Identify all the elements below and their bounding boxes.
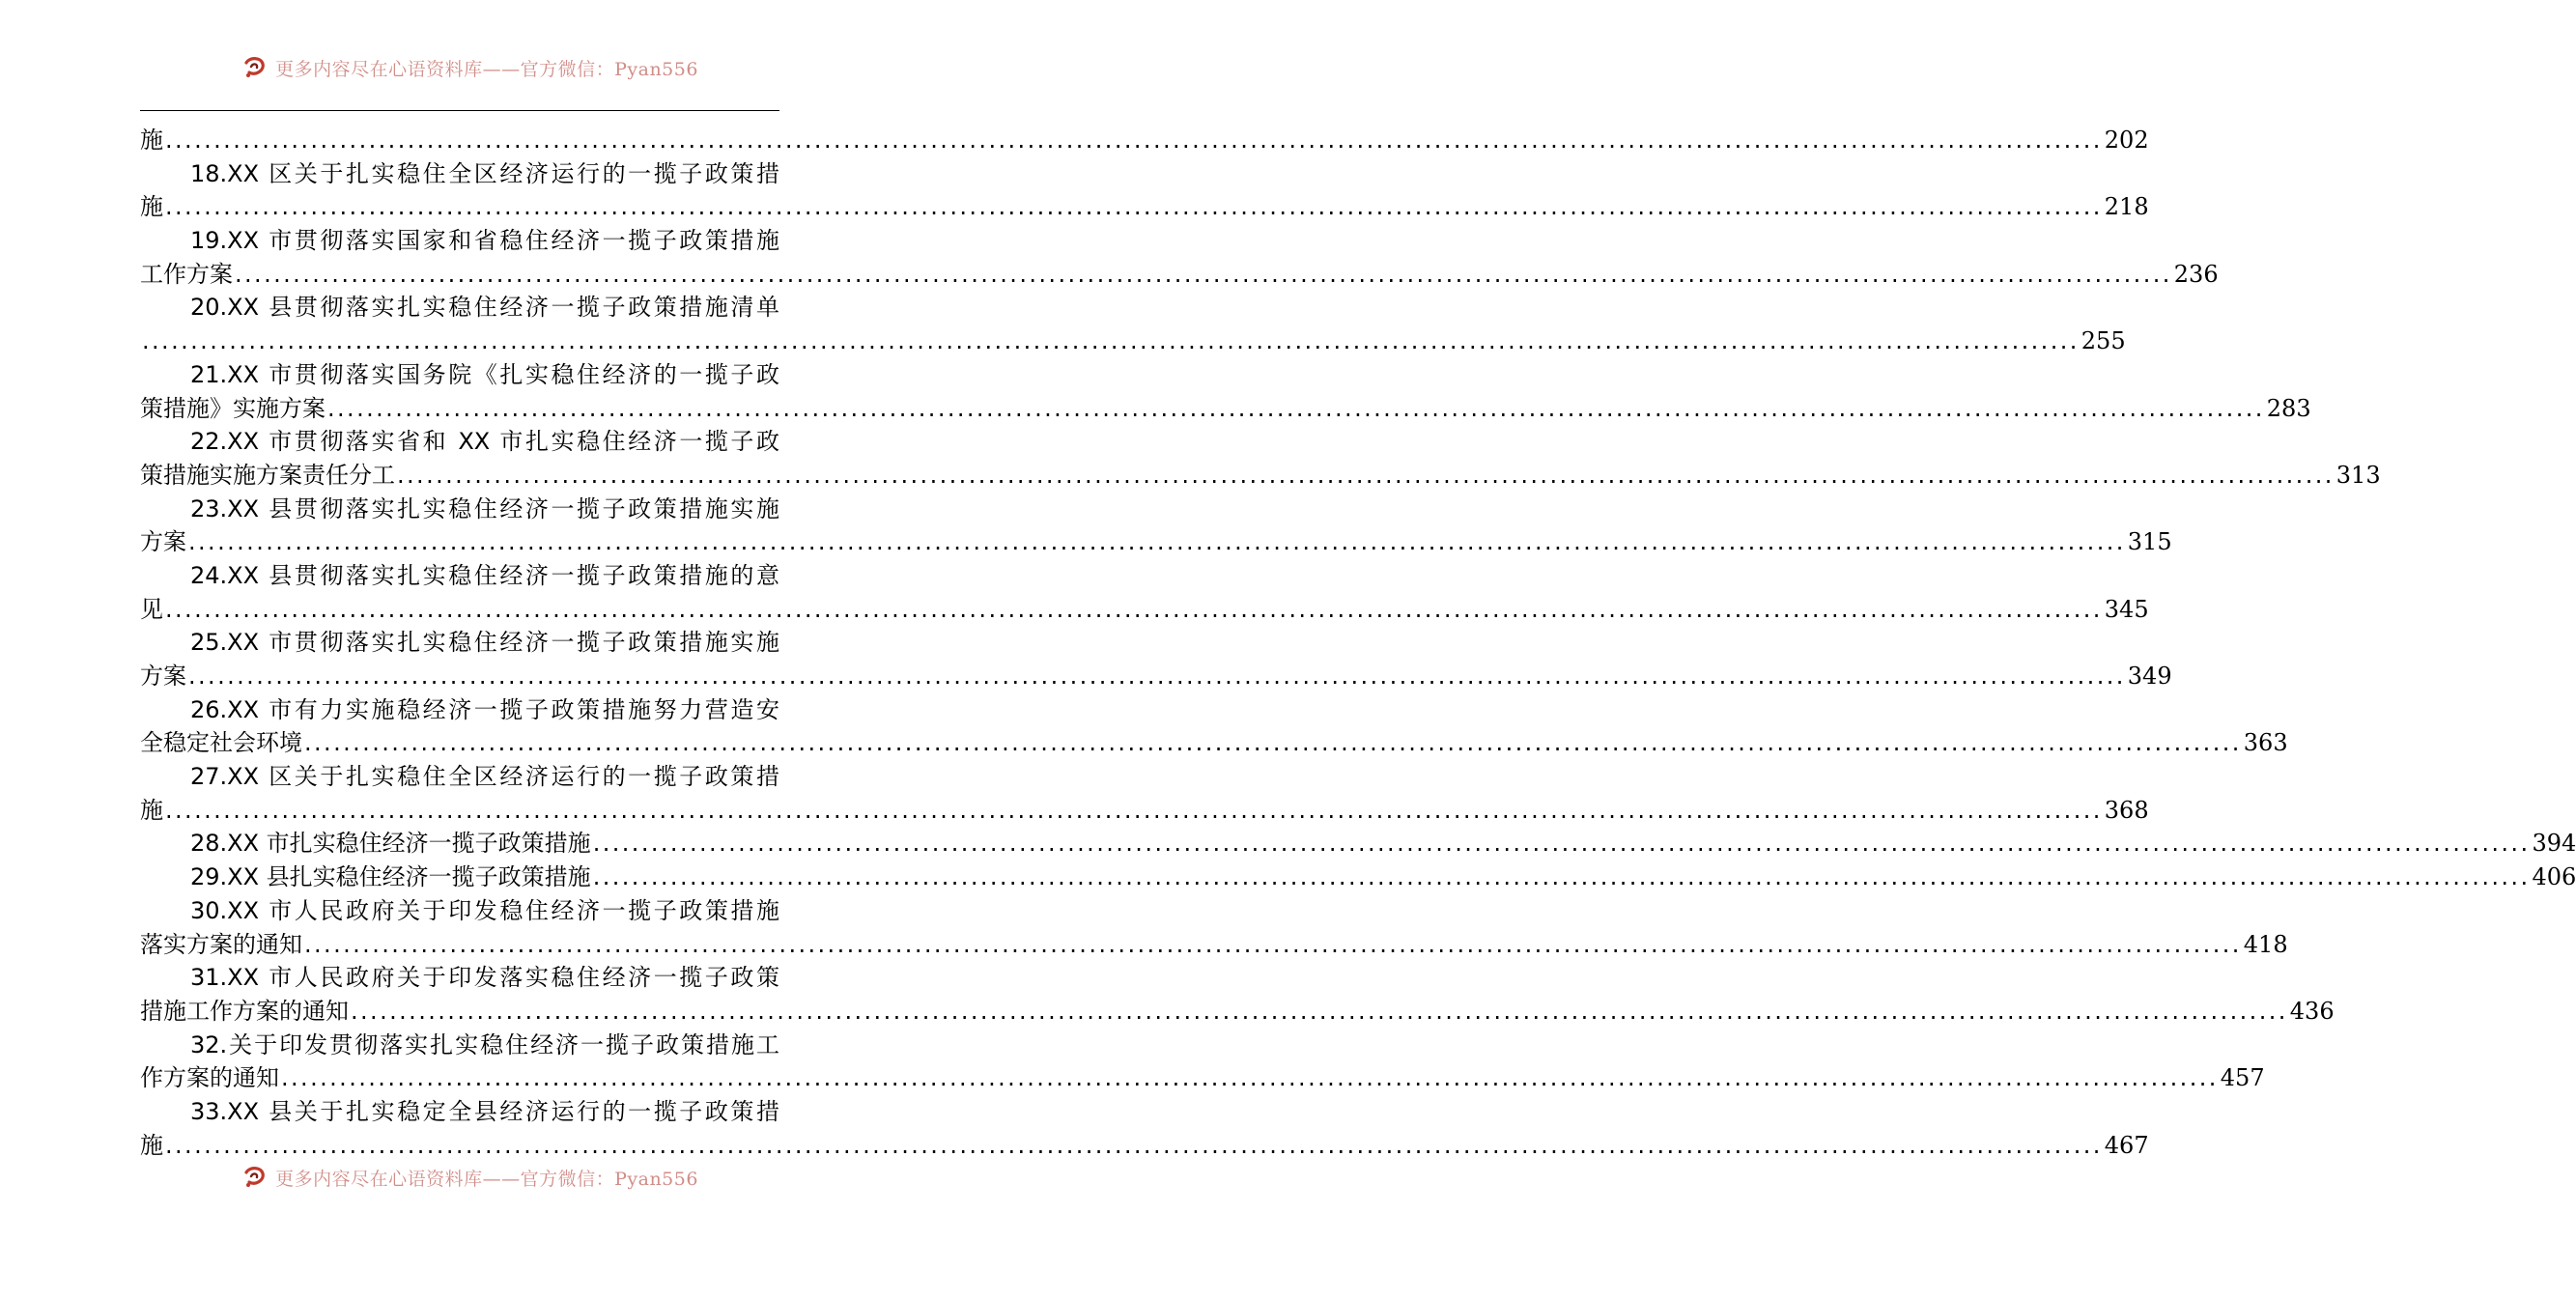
toc-entry-title-line: 29.XX 县扎实稳住经济一揽子政策措施 <box>190 863 591 891</box>
toc-entry-title-line: 20.XX 县贯彻落实扎实稳住经济一揽子政策措施清单 <box>190 294 779 322</box>
toc-page-number: 345 <box>2104 595 2149 623</box>
toc-entry[interactable] <box>140 693 2288 760</box>
toc-entry-last-line <box>140 459 2381 493</box>
toc-entry-title-line: 工作方案 <box>140 260 233 288</box>
toc-entry-title-line: 19.XX 市贯彻落实国家和省稳住经济一揽子政策措施 <box>190 227 779 255</box>
page-header <box>0 50 918 89</box>
toc-entry-title-line: 方案 <box>140 663 186 690</box>
toc-entry-title-line: 方案 <box>140 528 186 556</box>
header-watermark-text: 更多内容尽在心语资料库——官方微信：Pyan556 <box>275 58 698 80</box>
dot-leader: ........................................................................................................................................................................................................ <box>165 127 2103 154</box>
toc-entry[interactable] <box>140 358 2311 425</box>
toc-entry-title-line: 策措施实施方案责任分工 <box>140 461 395 489</box>
dot-leader: ........................................................................................................................................................................................................ <box>165 193 2103 221</box>
toc-entry-title-line: 22.XX 市贯彻落实省和 XX 市扎实稳住经济一揽子政 <box>190 428 779 456</box>
toc-entry-last-line <box>140 726 2288 760</box>
toc-entry-title-line: 施 <box>140 193 163 221</box>
toc-entry-title-line: 18.XX 区关于扎实稳住全区经济运行的一揽子政策措 <box>190 159 779 187</box>
toc-entry-title-line: 全稳定社会环境 <box>140 729 302 757</box>
toc-page-number: 283 <box>2266 394 2311 422</box>
toc-entry[interactable] <box>140 961 2335 1028</box>
toc-entry-last-line <box>140 827 2576 861</box>
toc-entry-last-line <box>140 258 2219 292</box>
dot-leader: ........................................................................................................................................................................................................ <box>304 930 2242 958</box>
toc-entry-title-line: 30.XX 市人民政府关于印发稳住经济一揽子政策措施 <box>190 896 779 924</box>
toc-entry[interactable] <box>140 1095 2149 1162</box>
toc-entry-title-line: 施 <box>140 1131 163 1159</box>
toc-entry[interactable] <box>140 1029 2265 1095</box>
toc-entry-title-line: 28.XX 市扎实稳住经济一揽子政策措施 <box>190 830 591 858</box>
dot-leader: ........................................................................................................................................................................................................ <box>165 1131 2103 1159</box>
dot-leader: ........................................................................................................................................................................................................ <box>188 528 2126 556</box>
toc-entry-last-line <box>140 324 2126 358</box>
logo-swirl-icon <box>241 54 269 81</box>
toc-entry-title-line: 施 <box>140 796 163 824</box>
toc-page-number: 368 <box>2104 796 2149 824</box>
toc-entry-title-line: 措施工作方案的通知 <box>140 997 349 1025</box>
toc-page-number: 255 <box>2081 327 2126 355</box>
logo-swirl-icon <box>241 1164 269 1191</box>
toc-entry[interactable] <box>140 291 2126 357</box>
dot-leader: ........................................................................................................................................................................................................ <box>165 796 2103 824</box>
toc-entry-title-line: 策措施》实施方案 <box>140 394 326 422</box>
toc-page-number: 467 <box>2104 1131 2149 1159</box>
toc-entry-last-line <box>140 593 2149 627</box>
toc-entry-last-line <box>140 861 2576 894</box>
dot-leader: ........................................................................................................................................................................................................ <box>351 997 2288 1025</box>
toc-entry[interactable] <box>140 493 2172 559</box>
toc-entry-title-line: 24.XX 县贯彻落实扎实稳住经济一揽子政策措施的意 <box>190 561 779 589</box>
toc-entry[interactable] <box>140 425 2381 492</box>
toc-entry-title-line: 见 <box>140 595 163 623</box>
toc-page-number: 218 <box>2104 193 2149 221</box>
toc-entry-last-line <box>140 995 2335 1029</box>
toc-entry[interactable] <box>140 124 2149 157</box>
table-of-contents <box>140 124 2576 1162</box>
dot-leader: ........................................................................................................................................................................................................ <box>304 729 2242 757</box>
toc-page-number: 313 <box>2335 461 2381 489</box>
toc-entry-title-line: 施 <box>140 127 163 154</box>
toc-entry-title-line: 23.XX 县贯彻落实扎实稳住经济一揽子政策措施实施 <box>190 494 779 522</box>
dot-leader: ........................................................................................................................................................................................................ <box>142 327 2080 355</box>
toc-page-number: 394 <box>2532 830 2576 858</box>
dot-leader: ........................................................................................................................................................................................................ <box>165 595 2103 623</box>
footer-watermark-text: 更多内容尽在心语资料库——官方微信：Pyan556 <box>275 1168 698 1190</box>
toc-entry-title-line: 33.XX 县关于扎实稳定全县经济运行的一揽子政策措 <box>190 1097 779 1125</box>
toc-page-number: 457 <box>2220 1064 2265 1092</box>
footer-watermark <box>241 1164 698 1191</box>
toc-entry[interactable] <box>140 224 2219 291</box>
dot-leader: ........................................................................................................................................................................................................ <box>327 394 2265 422</box>
toc-entry-last-line <box>140 1061 2265 1095</box>
toc-page-number: 436 <box>2289 997 2335 1025</box>
toc-entry-title-line: 26.XX 市有力实施稳经济一揽子政策措施努力营造安 <box>190 695 779 723</box>
toc-entry-title-line: 作方案的通知 <box>140 1064 279 1092</box>
dot-leader: ........................................................................................................................................................................................................ <box>592 863 2531 891</box>
dot-leader: ........................................................................................................................................................................................................ <box>397 461 2335 489</box>
toc-page-number: 363 <box>2243 729 2288 757</box>
toc-entry-last-line <box>140 794 2149 828</box>
dot-leader: ........................................................................................................................................................................................................ <box>281 1064 2219 1092</box>
toc-entry[interactable] <box>140 894 2288 961</box>
toc-entry-last-line <box>140 190 2149 224</box>
page-footer <box>0 1162 918 1200</box>
toc-entry-title-line: 32.关于印发贯彻落实扎实稳住经济一揽子政策措施工 <box>190 1030 779 1058</box>
toc-entry-last-line <box>140 525 2172 559</box>
toc-entry[interactable] <box>140 861 2576 894</box>
toc-entry-last-line <box>140 928 2288 962</box>
dot-leader: ........................................................................................................................................................................................................ <box>188 663 2126 690</box>
header-rule <box>140 110 779 111</box>
toc-page-number: 315 <box>2127 528 2172 556</box>
toc-entry-last-line <box>140 1129 2149 1163</box>
toc-entry-title-line: 27.XX 区关于扎实稳住全区经济运行的一揽子政策措 <box>190 763 779 791</box>
toc-page-number: 418 <box>2243 930 2288 958</box>
toc-entry-title-line: 31.XX 市人民政府关于印发落实稳住经济一揽子政策 <box>190 964 779 992</box>
dot-leader: ........................................................................................................................................................................................................ <box>592 830 2531 858</box>
toc-page-number: 202 <box>2104 127 2149 154</box>
toc-page-number: 236 <box>2173 260 2219 288</box>
toc-entry[interactable] <box>140 626 2172 692</box>
toc-entry-last-line <box>140 124 2149 157</box>
dot-leader: ........................................................................................................................................................................................................ <box>235 260 2172 288</box>
header-watermark <box>241 54 698 81</box>
toc-entry[interactable] <box>140 157 2149 224</box>
toc-entry-last-line <box>140 392 2311 426</box>
toc-entry[interactable] <box>140 760 2149 827</box>
toc-entry[interactable] <box>140 827 2576 861</box>
toc-entry-last-line <box>140 660 2172 693</box>
toc-entry-title-line: 落实方案的通知 <box>140 930 302 958</box>
toc-entry-title-line: 21.XX 市贯彻落实国务院《扎实稳住经济的一揽子政 <box>190 360 779 388</box>
toc-page-number: 349 <box>2127 663 2172 690</box>
toc-entry-title-line: 25.XX 市贯彻落实扎实稳住经济一揽子政策措施实施 <box>190 629 779 657</box>
toc-entry[interactable] <box>140 559 2149 626</box>
toc-page-number: 406 <box>2532 863 2576 891</box>
